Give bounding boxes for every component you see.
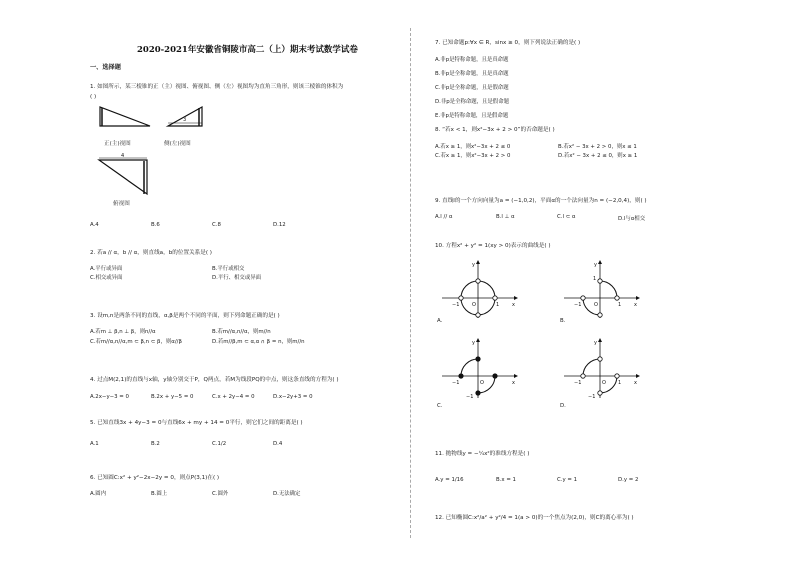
q8-option-c[interactable]: C.若x ≥ 1，则x²−3x + 2 > 0 xyxy=(435,153,511,159)
question-11-text: 11. 抛物线y = −¼x²的准线方程是( ) xyxy=(435,451,530,457)
q9-option-c[interactable]: C.l ⊂ α xyxy=(557,214,576,220)
side-view-caption: 侧(左)视图 xyxy=(164,141,191,147)
q3-option-b[interactable]: B.若m//α,n//α，则m//n xyxy=(212,329,271,335)
question-2-text: 2. 若a // α，b // α，则直线a，b的位置关系是( ) xyxy=(90,250,212,256)
q7-option-d[interactable]: D.非p是全称命题，且是假命题 xyxy=(435,99,509,105)
q2-option-d[interactable]: D.平行、相交或异面 xyxy=(212,275,261,281)
q10-option-d[interactable]: D. xyxy=(560,403,566,409)
q6-option-a[interactable]: A.圆内 xyxy=(90,491,107,497)
q5-option-c[interactable]: C.1/2 xyxy=(212,441,227,447)
question-9-text: 9. 直线l的一个方向向量为a = (−1,0,2)，平面α的一个法向量为n = (−2,0,4)，则( ) xyxy=(435,198,647,204)
svg-text:y: y xyxy=(594,340,597,346)
question-6-text: 6. 已知圆C:x² + y²−2x−2y = 0，则点P(3,1)在( ) xyxy=(90,475,220,481)
q6-option-b[interactable]: B.圆上 xyxy=(151,491,168,497)
question-5-text: 5. 已知直线3x + 4y−3 = 0与直线6x + my + 14 = 0平行，则它们之间的距离是( ) xyxy=(90,420,303,426)
question-1-bracket: ( ) xyxy=(90,94,97,100)
question-4-text: 4. 过点M(2,1)的直线与x轴，y轴分别交于P，Q两点，若M为线段PQ的中点，则这条直线的方程为( ) xyxy=(90,377,339,383)
curve-graph-c xyxy=(440,336,520,402)
q11-option-a[interactable]: A.y = 1/16 xyxy=(435,477,464,483)
q11-option-d[interactable]: D.y = 2 xyxy=(618,477,639,483)
svg-text:−1: −1 xyxy=(574,380,582,386)
q7-option-b[interactable]: B.非p是全称命题，且是真命题 xyxy=(435,71,509,77)
svg-text:O: O xyxy=(602,380,606,386)
q2-option-c[interactable]: C.相交或异面 xyxy=(90,275,123,281)
question-3-text: 3. 设m,n是两条不同的直线，α,β是两个不同的平面，则下列命题正确的是( ) xyxy=(90,313,280,319)
svg-text:x: x xyxy=(634,380,637,386)
q4-option-b[interactable]: B.2x + y−5 = 0 xyxy=(151,394,194,400)
svg-text:y: y xyxy=(472,340,475,346)
q1-option-b[interactable]: B.6 xyxy=(151,222,160,228)
q11-option-b[interactable]: B.x = 1 xyxy=(496,477,516,483)
svg-text:−1: −1 xyxy=(452,302,460,308)
svg-text:1: 1 xyxy=(618,380,622,386)
svg-text:1: 1 xyxy=(496,302,500,308)
q10-option-a[interactable]: A. xyxy=(437,318,443,324)
q9-option-a[interactable]: A.l // α xyxy=(435,214,453,220)
svg-text:O: O xyxy=(472,302,476,308)
page-title: 2020-2021年安徽省铜陵市高二（上）期末考试数学试卷 xyxy=(137,45,358,55)
q1-option-c[interactable]: C.8 xyxy=(212,222,221,228)
q2-option-a[interactable]: A.平行或异面 xyxy=(90,266,123,272)
q8-option-b[interactable]: B.若x² − 3x + 2 > 0，则x ≤ 1 xyxy=(558,144,637,150)
q3-option-d[interactable]: D.若m//β,m ⊂ α,α ∩ β = n，则m//n xyxy=(212,339,305,345)
svg-text:x: x xyxy=(512,302,515,308)
curve-graph-b xyxy=(562,258,642,320)
front-view-caption: 正(主)视图 xyxy=(104,141,131,147)
q1-option-a[interactable]: A.4 xyxy=(90,222,99,228)
q8-option-a[interactable]: A.若x ≥ 1，则x²−3x + 2 ≤ 0 xyxy=(435,144,511,150)
section-heading: 一、选择题 xyxy=(90,64,121,71)
q6-option-d[interactable]: D.无法确定 xyxy=(273,491,301,497)
q8-option-d[interactable]: D.若x² − 3x + 2 ≤ 0，则x ≥ 1 xyxy=(558,153,638,159)
question-7-text: 7. 已知命题p:∀x ∈ R，sinx ≥ 0，则下列说法正确的是( ) xyxy=(435,40,581,46)
svg-text:1: 1 xyxy=(618,302,622,308)
dimension-4-label: 4 xyxy=(121,153,125,159)
svg-text:−1: −1 xyxy=(588,394,596,400)
svg-text:y: y xyxy=(594,262,597,268)
svg-text:x: x xyxy=(512,380,515,386)
svg-text:O: O xyxy=(594,302,598,308)
q4-option-c[interactable]: C.x + 2y−4 = 0 xyxy=(212,394,255,400)
question-1-text: 1. 如图所示，某三棱锥的正（主）视图、俯视图、侧（左）视图均为直角三角形，则该三棱锥的体积为 xyxy=(90,84,344,90)
q7-option-e[interactable]: E.非p是特称命题，且是假命题 xyxy=(435,113,509,119)
q9-option-d[interactable]: D.l与α相交 xyxy=(618,216,646,222)
side-view-figure xyxy=(166,104,206,134)
q6-option-c[interactable]: C.圆外 xyxy=(212,491,229,497)
q10-option-c[interactable]: C. xyxy=(437,403,443,409)
top-view-figure xyxy=(97,152,151,198)
curve-graph-a xyxy=(440,258,520,320)
q5-option-b[interactable]: B.2 xyxy=(151,441,160,447)
svg-text:x: x xyxy=(634,302,637,308)
svg-text:−1: −1 xyxy=(466,394,474,400)
q4-option-d[interactable]: D.x−2y+3 = 0 xyxy=(273,394,313,400)
svg-text:−1: −1 xyxy=(452,380,460,386)
q3-option-c[interactable]: C.若m//α,n//α,m ⊂ β,n ⊂ β，则α//β xyxy=(90,339,182,345)
q1-option-d[interactable]: D.12 xyxy=(273,222,286,228)
question-8-text: 8. “若x < 1，则x²−3x + 2 > 0”的否命题是( ) xyxy=(435,127,555,133)
q10-option-b[interactable]: B. xyxy=(560,318,566,324)
q3-option-a[interactable]: A.若m ⊥ β,n ⊥ β，则n//α xyxy=(90,329,156,335)
dimension-3-label: 3 xyxy=(183,117,187,123)
top-view-caption: 俯视图 xyxy=(113,201,130,207)
svg-text:−1: −1 xyxy=(574,302,582,308)
q5-option-a[interactable]: A.1 xyxy=(90,441,99,447)
svg-text:y: y xyxy=(472,262,475,268)
svg-text:1: 1 xyxy=(593,276,597,282)
q2-option-b[interactable]: B.平行或相交 xyxy=(212,266,245,272)
q9-option-b[interactable]: B.l ⊥ α xyxy=(496,214,515,220)
q5-option-d[interactable]: D.4 xyxy=(273,441,283,447)
q7-option-a[interactable]: A.非p是特称命题，且是真命题 xyxy=(435,57,509,63)
q7-option-c[interactable]: C.非p是全称命题，且是假命题 xyxy=(435,85,509,91)
svg-text:O: O xyxy=(480,380,484,386)
question-12-text: 12. 已知椭圆C:x²/a² + y²/4 = 1(a > 0)的一个焦点为(2,0)，则C的离心率为( ) xyxy=(435,515,634,521)
column-divider xyxy=(410,28,411,538)
curve-graph-d xyxy=(562,336,642,402)
question-10-text: 10. 方程x² + y² = 1(xy > 0)表示的曲线是( ) xyxy=(435,243,551,249)
q11-option-c[interactable]: C.y = 1 xyxy=(557,477,578,483)
q4-option-a[interactable]: A.2x−y−3 = 0 xyxy=(90,394,129,400)
front-view-figure xyxy=(94,104,154,134)
